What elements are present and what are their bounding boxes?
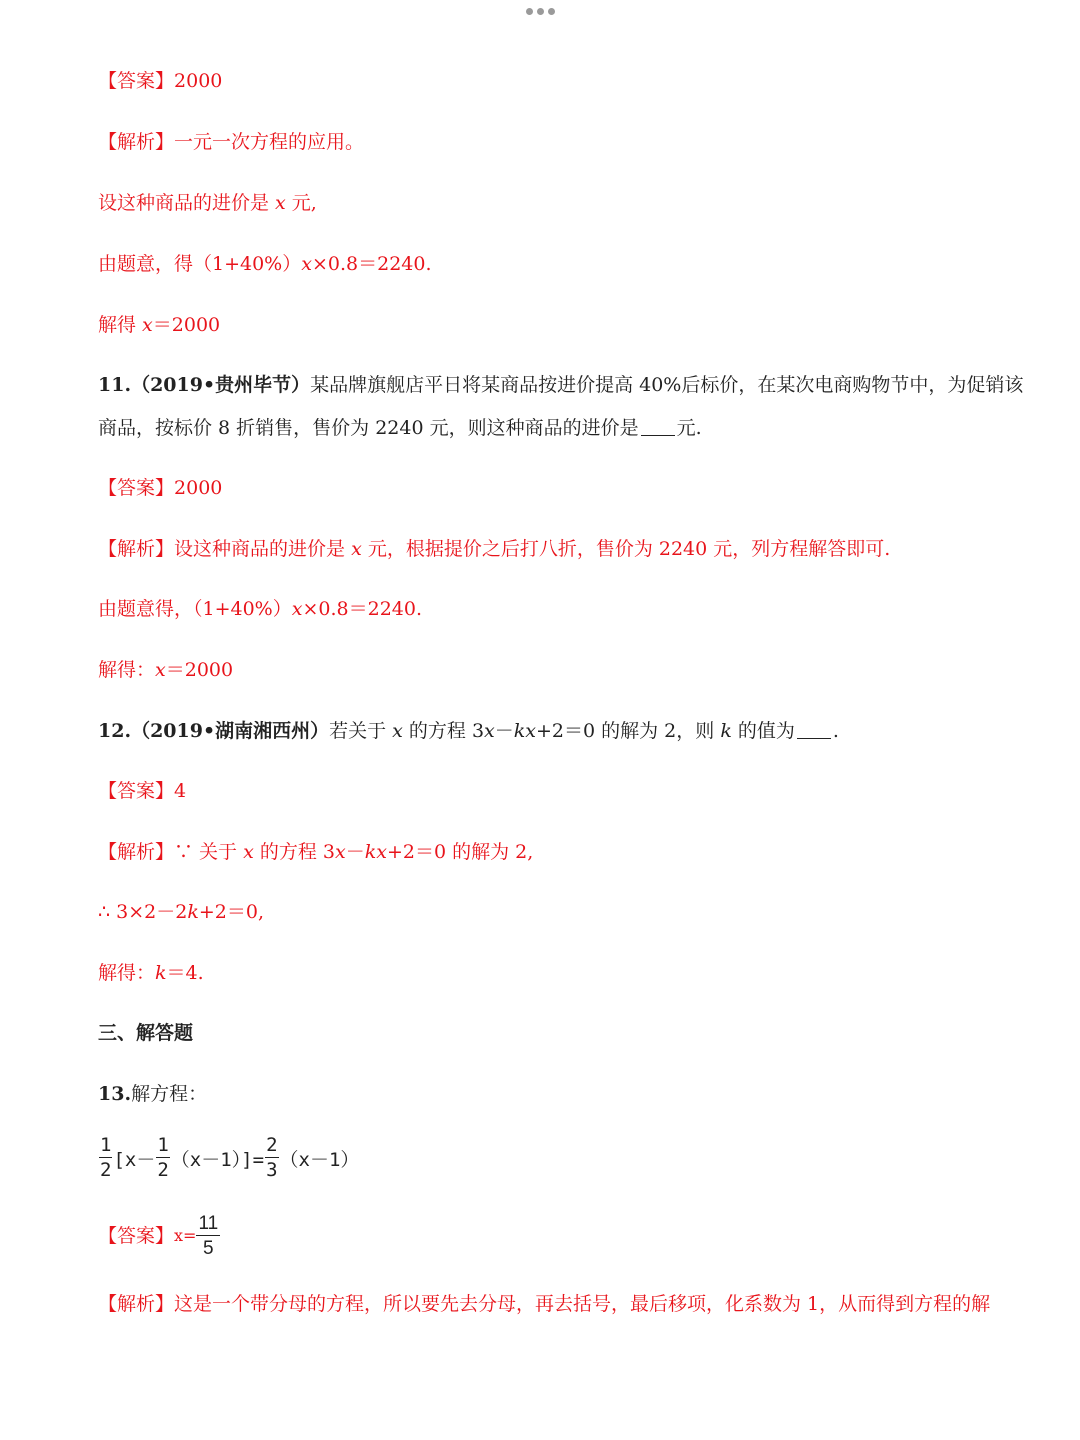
q11-question-line-2: 商品，按标价 8 折销售，售价为 2240 元，则这种商品的进价是 元. xyxy=(98,417,702,439)
answer-tag: 【答案】 xyxy=(98,477,175,499)
answer-tag: 【答案】 xyxy=(98,1224,175,1247)
dot xyxy=(548,8,555,15)
answer-value: 4 xyxy=(174,780,187,802)
question-source: （2019•湖南湘西州） xyxy=(131,720,330,742)
dot xyxy=(537,8,544,15)
q10-answer xyxy=(98,70,222,93)
q10-step-3: 解得 x＝2000 xyxy=(98,314,221,336)
q12-answer xyxy=(98,780,186,803)
analysis-tag: 【解析】 xyxy=(98,131,175,153)
q11-answer xyxy=(98,477,222,500)
answer-value: 2000 xyxy=(174,477,223,499)
q12-step-2: 解得：k＝4. xyxy=(98,962,204,984)
q13-answer: 【答案】 x= $\frac{11}{5}$ xyxy=(98,1213,219,1259)
q10-step-1: 设这种商品的进价是 x 元, xyxy=(98,192,317,214)
analysis-tag: 【解析】 xyxy=(98,1293,175,1315)
analysis-text: 一元一次方程的应用。 xyxy=(174,131,365,153)
q10-step-2: 由题意，得（1+40%）x×0.8＝2240. xyxy=(98,253,432,275)
drag-handle-icon[interactable] xyxy=(526,8,555,15)
q13-question: 13.解方程： xyxy=(98,1083,208,1105)
q11-step-2: 解得：x＝2000 xyxy=(98,659,234,681)
q12-step-1: ∴ 3×2－2k+2＝0, xyxy=(98,901,264,923)
q12-analysis: 【解析】∵ 关于 x 的方程 3x－kx+2＝0 的解为 2, xyxy=(98,841,534,863)
q11-question-line-1: 11.（2019•贵州毕节）某品牌旗舰店平日将某商品按进价提高 40%后标价，在某次电商购物节中，为促销该 xyxy=(98,374,1024,396)
question-source: （2019•贵州毕节） xyxy=(131,374,311,396)
answer-tag: 【答案】 xyxy=(98,780,175,802)
answer-blank xyxy=(797,738,831,739)
q10-analysis xyxy=(98,131,364,154)
fraction: $\frac{1}{2}$ xyxy=(100,1134,112,1181)
question-number: 13. xyxy=(98,1083,132,1105)
q12-question: 12.（2019•湖南湘西州）若关于 x 的方程 3x－kx+2＝0 的解为 2，则 k 的值为 . xyxy=(98,720,839,742)
fraction: $\frac{1}{2}$ xyxy=(157,1134,169,1181)
question-number: 12. xyxy=(98,720,132,742)
q13-analysis: 【解析】这是一个带分母的方程，所以要先去分母，再去括号，最后移项，化系数为 1，从而得到方程的解 xyxy=(98,1293,991,1315)
analysis-tag: 【解析】 xyxy=(98,538,175,560)
q11-analysis: 【解析】设这种商品的进价是 x 元，根据提价之后打八折，售价为 2240 元，列方程解答即可. xyxy=(98,538,891,560)
question-number: 11. xyxy=(98,374,132,396)
section-title: 三、解答题 xyxy=(98,1022,194,1044)
dot xyxy=(526,8,533,15)
answer-fraction: $\frac{11}{5}$ xyxy=(198,1213,219,1259)
answer-blank xyxy=(641,435,675,436)
analysis-tag: 【解析】 xyxy=(98,841,175,863)
answer-tag: 【答案】 xyxy=(98,70,175,92)
answer-value: 2000 xyxy=(174,70,223,92)
q11-step-1: 由题意得，（1+40%）x×0.8＝2240. xyxy=(98,598,422,620)
q13-equation: $\frac{1}{2}$ [x－ $\frac{1}{2}$ （x－1）]= $\frac{2}{3}$ （x－1） xyxy=(100,1134,360,1181)
fraction: $\frac{2}{3}$ xyxy=(266,1134,278,1181)
